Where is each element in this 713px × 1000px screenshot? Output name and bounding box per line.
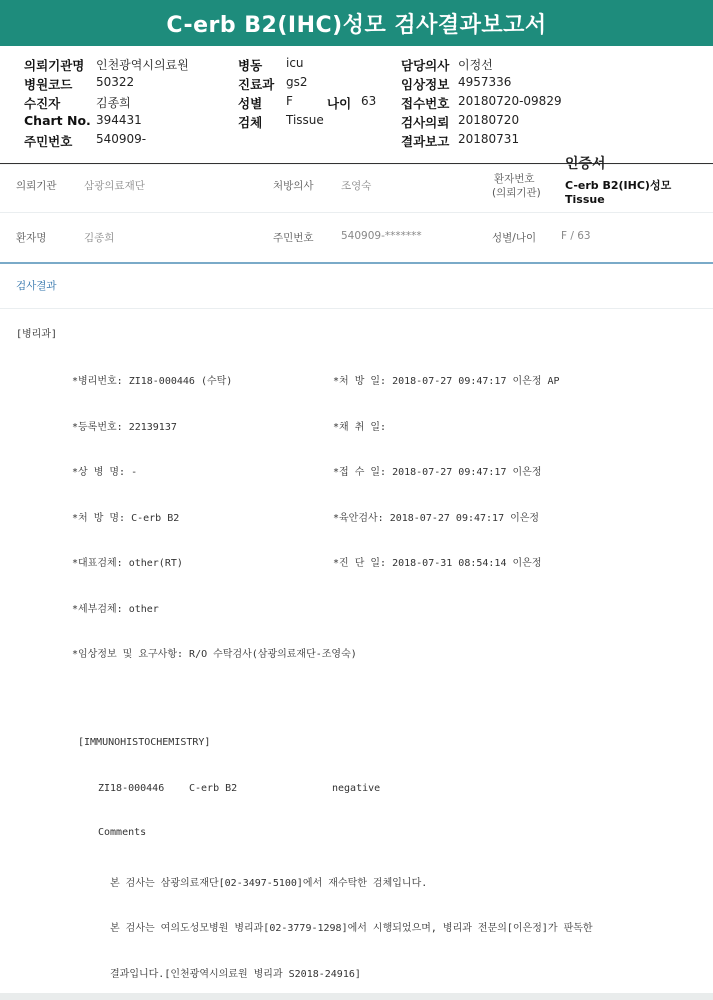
rrn-value-scan: 540909-******* bbox=[341, 230, 422, 242]
field-diag-date: *진 단 일: 2018-07-31 08:54:14 이은정 bbox=[333, 558, 542, 569]
ihc-row-result: negative bbox=[332, 783, 381, 794]
field-path-no: *병리번호: ZI18-000446 (수탁) bbox=[72, 376, 233, 387]
header-row bbox=[0, 75, 713, 94]
field-clinical-req: *임상정보 및 요구사항: R/O 수탁검사(삼광의료재단-조영숙) bbox=[72, 649, 357, 660]
prescriber-value: 조영숙 bbox=[341, 180, 372, 192]
result-section-title: 검사결과 bbox=[16, 280, 57, 292]
patient-value: 김종희 bbox=[96, 96, 131, 110]
doctor-label: 담당의사 bbox=[401, 58, 450, 73]
age-label: 나이 bbox=[327, 96, 352, 111]
hospital-code-value: 50322 bbox=[96, 75, 135, 89]
stamp-line1: C-erb B2(IHC)성모 bbox=[565, 179, 672, 192]
patient-label: 수진자 bbox=[24, 96, 61, 111]
stamp-top-text: 인증서 bbox=[565, 156, 606, 172]
ihc-row-id: ZI18-000446 bbox=[98, 783, 165, 794]
field-receipt-date: *접 수 일: 2018-07-27 09:47:17 이은정 bbox=[333, 467, 542, 478]
chart-no-value: 394431 bbox=[96, 113, 142, 127]
institution-value: 인천광역시의료원 bbox=[96, 58, 189, 72]
req-inst-value: 삼광의료재단 bbox=[84, 180, 145, 192]
header-row bbox=[0, 94, 713, 113]
ward-label: 병동 bbox=[238, 58, 263, 73]
ihc-row-test: C-erb B2 bbox=[189, 783, 238, 794]
sex-label: 성별 bbox=[238, 96, 263, 111]
sex-value: F bbox=[286, 94, 293, 108]
request-date-label: 검사의뢰 bbox=[401, 115, 450, 130]
section-divider bbox=[0, 262, 713, 264]
report-date-label: 결과보고 bbox=[401, 134, 450, 149]
divider bbox=[0, 212, 713, 213]
specimen-value: Tissue bbox=[286, 113, 324, 127]
receipt-no-label: 접수번호 bbox=[401, 96, 450, 111]
patient-name-label: 환자명 bbox=[16, 232, 47, 244]
stamp-block bbox=[565, 156, 713, 211]
req-inst-label: 의뢰기관 bbox=[16, 180, 57, 192]
patient-name-value: 김종희 bbox=[84, 232, 115, 244]
chart-no-label: Chart No. bbox=[24, 113, 91, 128]
ward-value: icu bbox=[286, 56, 304, 70]
sex-age-label: 성별/나이 bbox=[492, 232, 537, 244]
dept-value: gs2 bbox=[286, 75, 308, 89]
header-row bbox=[0, 132, 713, 151]
header-row bbox=[0, 56, 713, 75]
request-date-value: 20180720 bbox=[458, 113, 520, 127]
field-collect-date: *채 취 일: bbox=[333, 422, 387, 433]
hospital-code-label: 병원코드 bbox=[24, 77, 73, 92]
receipt-no-value: 20180720-09829 bbox=[458, 94, 562, 108]
patient-no-sub: (의뢰기관) bbox=[492, 187, 541, 199]
comment-line: 본 검사는 여의도성모병원 병리과[02-3779-1298]에서 시행되었으며, 병리과 전문의[이은정]가 판독한 bbox=[110, 923, 593, 934]
page-bottom-margin bbox=[0, 993, 713, 1000]
field-reg-no: *등록번호: 22139137 bbox=[72, 422, 177, 433]
rrn-value: 540909- bbox=[96, 132, 147, 146]
report-header bbox=[0, 46, 713, 164]
report-title: C-erb B2(IHC)성모 검사결과보고서 bbox=[166, 12, 547, 38]
stamp-line2: Tissue bbox=[565, 193, 605, 206]
comment-line: 결과입니다.[인천광역시의료원 병리과 S2018-24916] bbox=[110, 969, 361, 980]
rrn-label: 주민번호 bbox=[24, 134, 73, 149]
field-rep-specimen: *대표검체: other(RT) bbox=[72, 558, 183, 569]
age-value: 63 bbox=[361, 94, 377, 108]
doctor-value: 이정선 bbox=[458, 58, 493, 72]
clinical-info-label: 임상정보 bbox=[401, 77, 450, 92]
specimen-label: 검체 bbox=[238, 115, 263, 130]
rrn-label-scan: 주민번호 bbox=[273, 232, 314, 244]
header-row bbox=[0, 113, 713, 132]
report-date-value: 20180731 bbox=[458, 132, 520, 146]
comments-label: Comments bbox=[98, 827, 147, 838]
field-order-date: *처 방 일: 2018-07-27 09:47:17 이은정 AP bbox=[333, 376, 560, 387]
ihc-title: [IMMUNOHISTOCHEMISTRY] bbox=[78, 737, 211, 748]
comment-line: 본 검사는 삼광의료재단[02-3497-5100]에서 재수탁한 검체입니다. bbox=[110, 878, 428, 889]
sex-age-value: F / 63 bbox=[561, 230, 591, 242]
field-sub-specimen: *세부검체: other bbox=[72, 604, 159, 615]
scanned-result-document bbox=[0, 156, 713, 993]
clinical-info-value: 4957336 bbox=[458, 75, 512, 89]
field-disease: *상 병 명: - bbox=[72, 467, 138, 478]
patient-no-label: 환자번호 bbox=[494, 173, 535, 185]
report-title-bar bbox=[0, 0, 713, 46]
field-gross-date: *육안검사: 2018-07-27 09:47:17 이은정 bbox=[333, 513, 540, 524]
dept-label: 진료과 bbox=[238, 77, 275, 92]
divider bbox=[0, 308, 713, 309]
field-order-name: *처 방 명: C-erb B2 bbox=[72, 513, 180, 524]
institution-label: 의뢰기관명 bbox=[24, 58, 85, 73]
dept-tag: [병리과] bbox=[16, 329, 58, 340]
prescriber-label: 처방의사 bbox=[273, 180, 314, 192]
